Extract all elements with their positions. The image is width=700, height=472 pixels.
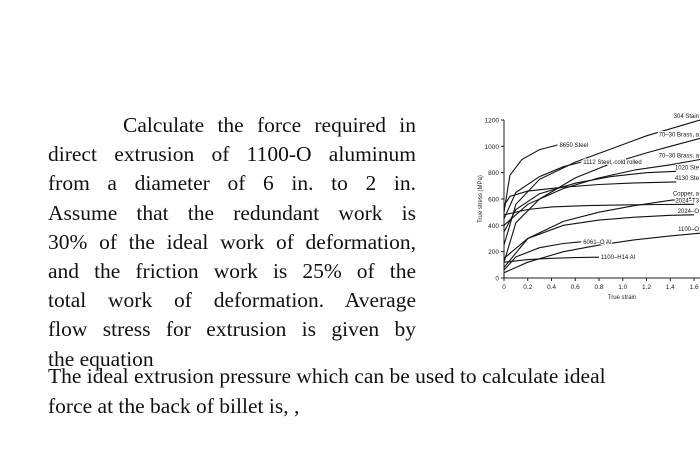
paragraph-line: from a diameter of 6 in. to 2 in. [48,171,416,196]
x-tick-label: 0 [502,284,506,291]
y-tick-label: 400 [488,222,499,230]
x-tick-label: 1.0 [618,284,628,291]
series-label: 70–30 Brass, a [658,132,699,139]
paragraph-line: Calculate the force required in [123,113,416,137]
paragraph-line: and the friction work is 25% of the [48,259,416,284]
paragraph-line: 30% of the ideal work of deformation, [48,229,416,254]
x-tick-label: 1.6 [689,284,699,291]
series-label: 70–30 Brass, a [658,153,699,160]
series-label: Copper, a [672,191,699,198]
series-line [504,198,694,268]
series-line [504,242,581,270]
x-tick-label: 1.2 [642,284,652,291]
x-tick-label: 1.4 [665,284,675,291]
x-tick-label: 0.2 [523,284,533,291]
y-tick-label: 800 [488,170,499,178]
x-axis-label: True strain [607,295,637,301]
series-label: 2024–O [677,208,699,215]
flow-stress-chart [468,110,700,330]
series-label: 4130 Ste [674,175,699,182]
series-label: 8650 Steel [559,143,589,150]
series-label: 1020 Ste [674,165,699,172]
paragraph-line: Assume that the redundant work is [48,200,416,225]
paragraph-line: total work of deformation. Average [48,288,416,313]
y-axis-label: True stress (MPa) [478,175,484,223]
paragraph-line: the equation [48,346,154,371]
continuation-text [48,362,688,421]
series-label: 1100–O [678,227,699,234]
series-label: 304 Stain [673,114,699,120]
paragraph-line: flow stress for extrusion is given by [48,317,416,342]
series-label: 1100–H14 Al [601,255,635,262]
y-tick-label: 1000 [484,143,499,151]
continuation-line: force at the back of billet is, , [48,393,300,418]
y-tick-label: 200 [488,249,499,257]
problem-paragraph [48,111,416,374]
series-label: 2024–T3 [675,198,699,205]
y-tick-label: 1200 [484,117,499,125]
continuation-line: The ideal extrusion pressure which can be used to calculate ideal [48,364,606,388]
paragraph-line: direct extrusion of 1100-O aluminum [48,142,416,167]
y-tick-label: 600 [488,196,499,204]
series-label: 1112 Steel, cold rolled [583,160,642,167]
x-tick-label: 0.8 [594,284,604,291]
x-tick-label: 0.4 [546,284,557,291]
series-line [504,257,599,262]
y-tick-label: 0 [495,275,499,283]
x-tick-label: 0.6 [570,284,580,291]
series-label: 6061–O Al [583,239,612,246]
series-line [504,171,676,232]
series-line [504,182,676,206]
